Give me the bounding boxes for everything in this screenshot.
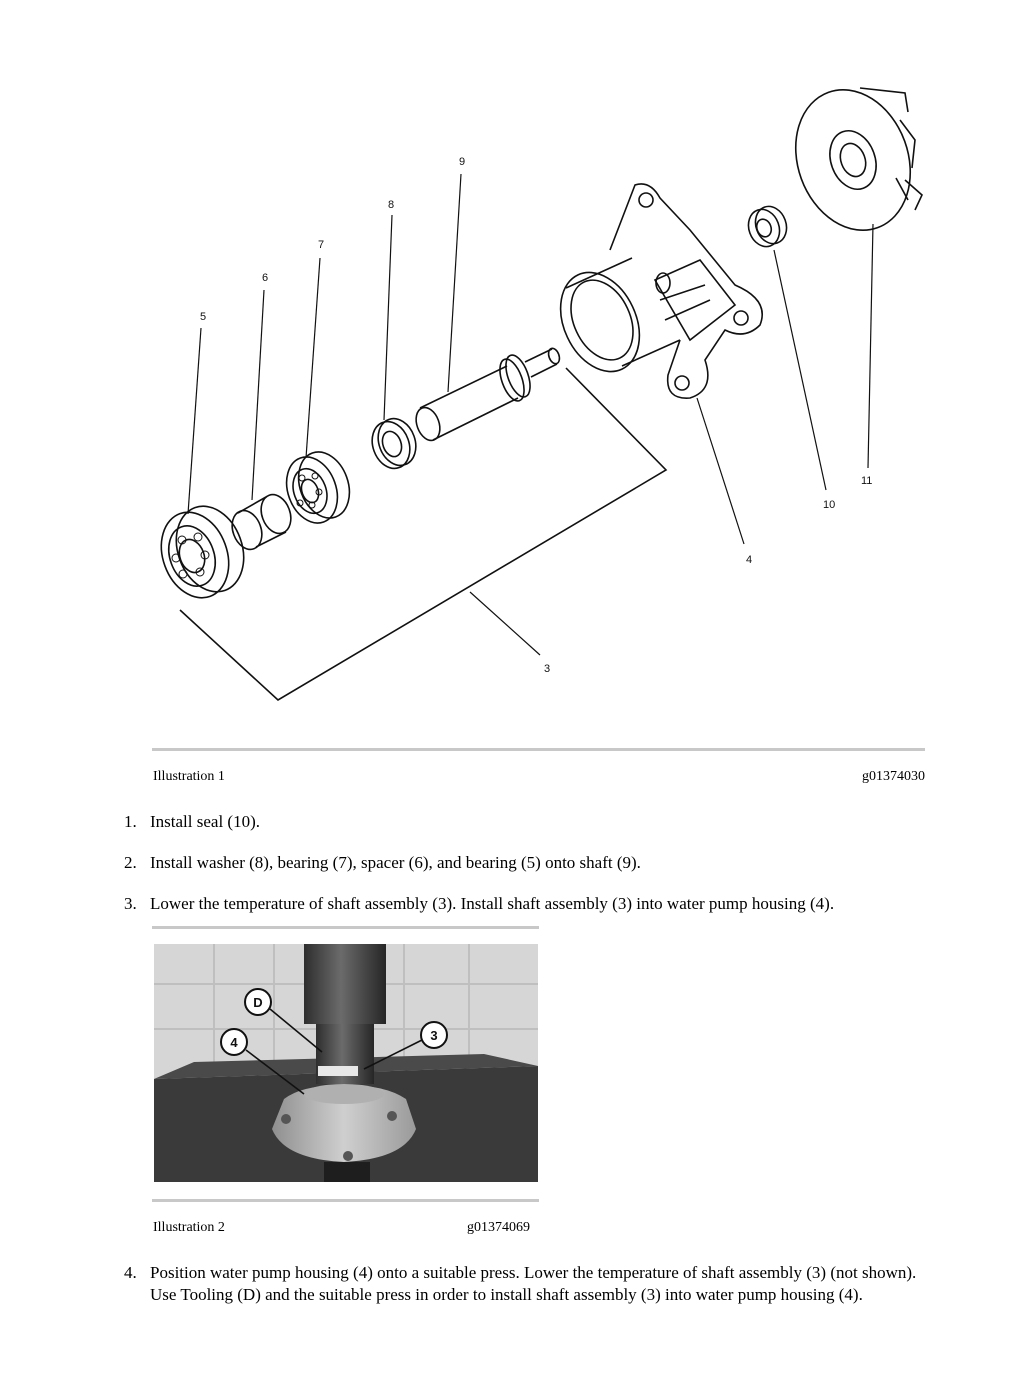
callout-4: 4 <box>230 1035 238 1050</box>
callout-7: 7 <box>318 239 325 251</box>
callout-8: 8 <box>388 199 395 211</box>
spacer-6 <box>227 490 296 553</box>
illustration2-code: g01374069 <box>467 1220 530 1235</box>
bearing-5 <box>150 497 255 608</box>
step-text: Lower the temperature of shaft assembly (3). Install shaft assembly (3) into water pump housing (4). <box>150 894 835 913</box>
callout-d: D <box>253 995 263 1010</box>
callout-4: 4 <box>746 554 753 566</box>
shaft-9 <box>412 347 562 444</box>
illustration1-top-rule <box>152 748 925 751</box>
callout-6: 6 <box>262 272 269 284</box>
illustration2-bottom-rule <box>152 1199 539 1202</box>
housing-4 <box>545 184 762 398</box>
step-number: 1. <box>124 812 137 831</box>
callout-3: 3 <box>544 663 551 675</box>
step-text: Install washer (8), bearing (7), spacer (6), and bearing (5) onto shaft (9). <box>150 853 641 872</box>
press-photo <box>154 944 538 1182</box>
bracket-3 <box>180 368 666 700</box>
step-text: Position water pump housing (4) onto a suitable press. Lower the temperature of shaft assembly (3) (not shown). Use Tooling (D) and the suitable press in order to install shaft assembly (3) into water pump housing (4). <box>150 1263 917 1304</box>
step-number: 2. <box>124 853 137 872</box>
callout-3: 3 <box>430 1028 438 1043</box>
impeller-11 <box>777 74 930 247</box>
step-number: 3. <box>124 894 137 913</box>
illustration1-caption: Illustration 1 <box>153 769 225 784</box>
washer-8 <box>366 413 422 473</box>
callout-10: 10 <box>823 499 836 511</box>
illustration2-top-rule <box>152 926 539 929</box>
bearing-7 <box>278 445 358 530</box>
callout-11: 11 <box>861 475 873 487</box>
illustration1-code: g01374030 <box>862 769 925 784</box>
illustration2-caption: Illustration 2 <box>153 1220 225 1235</box>
step-number: 4. <box>124 1263 137 1282</box>
seal-10 <box>743 202 791 251</box>
callout-5: 5 <box>200 311 207 323</box>
step-text: Install seal (10). <box>150 812 260 831</box>
callout-9: 9 <box>459 156 466 168</box>
